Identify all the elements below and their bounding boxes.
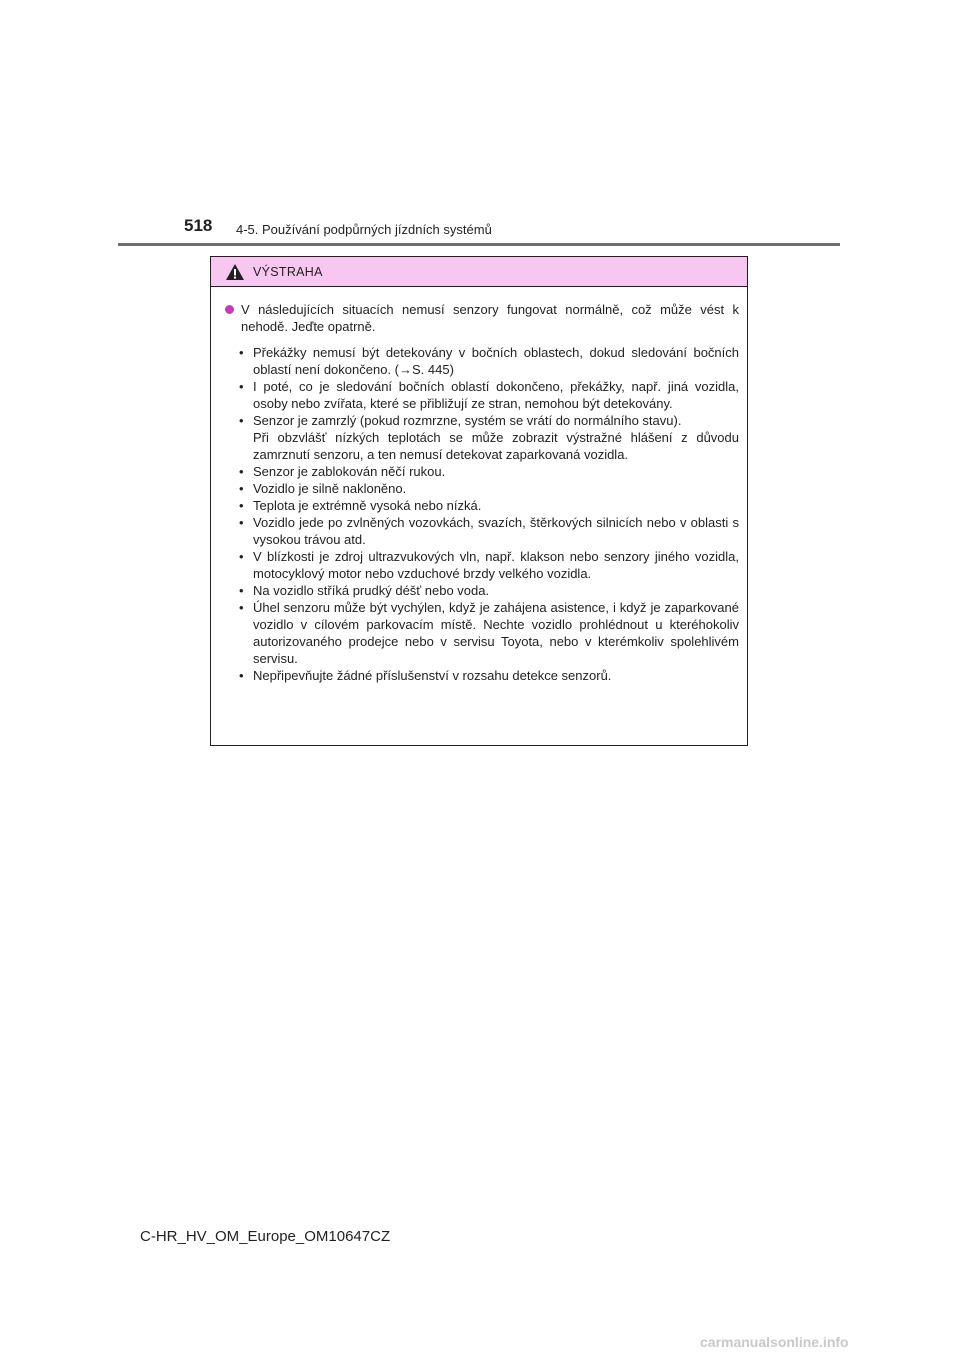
list-item-text: Senzor je zamrzlý (pokud rozmrzne, systém se vrátí do normálního stavu).	[253, 413, 682, 428]
warning-body	[211, 287, 747, 684]
list-item: • Nepřipevňujte žádné příslušenství v rozsahu detekce senzorů.	[239, 668, 612, 683]
warning-title: VÝSTRAHA	[253, 264, 323, 279]
warning-triangle-icon	[225, 263, 245, 281]
document-code: C-HR_HV_OM_Europe_OM10647CZ	[140, 1228, 391, 1245]
list-item: • V blízkosti je zdroj ultrazvukových vln, např. klakson nebo senzory jiného vozidla, motocyklový motor nebo vzduchové brzdy velkého vozidla.	[239, 549, 739, 581]
list-item: • Úhel senzoru může být vychýlen, když je zahájena asistence, i když je zaparkované vozidlo v cílovém parkovacím místě. Nechte vozidlo prohlédnout u kteréhokoliv autorizovaného prodejce nebo v servisu Toyota, nebo v kterémkoliv spolehlivém servisu.	[239, 600, 739, 666]
section-title: 4-5. Používání podpůrných jízdních systémů	[236, 222, 492, 237]
list-item: • Vozidlo je silně nakloněno.	[239, 481, 407, 496]
list-item: • Překážky nemusí být detekovány v bočních oblastech, dokud sledování bočních oblastí není dokončeno. (→S. 445)	[239, 345, 739, 377]
warning-item-list	[225, 344, 739, 684]
warning-header	[211, 257, 747, 287]
warning-lead-text: V následujících situacích nemusí senzory fungovat normálně, což může vést k nehodě. Jeďte opatrně.	[241, 302, 739, 334]
list-item-note: Při obzvlášť nízkých teplotách se může zobrazit výstražné hlášení z důvodu zamrznutí senzoru, a ten nemusí detekovat zaparkovaná vozidla.	[253, 430, 739, 462]
page-number: 518	[184, 216, 213, 235]
list-item: • Teplota je extrémně vysoká nebo nízká.	[239, 498, 482, 513]
warning-box	[210, 256, 748, 746]
warning-lead	[225, 301, 739, 335]
header-rule	[118, 243, 840, 246]
bullet-dot-icon	[225, 305, 234, 314]
list-item: • Na vozidlo stříká prudký déšť nebo voda.	[239, 583, 490, 598]
list-item: • Senzor je zablokován něčí rukou.	[239, 464, 446, 479]
list-item: • Vozidlo jede po zvlněných vozovkách, svazích, štěrkových silnicích nebo v oblasti s vysokou trávou atd.	[239, 515, 739, 547]
list-item: • I poté, co je sledování bočních oblastí dokončeno, překážky, např. jiná vozidla, osoby nebo zvířata, které se přibližují ze stran, nemohou být detekovány.	[239, 379, 739, 411]
watermark: carmanualsonline.info	[700, 1334, 849, 1350]
list-item: • Senzor je zamrzlý (pokud rozmrzne, systém se vrátí do normálního stavu). Při obzvlášť nízkých teplotách se může zobrazit výstražné hlášení z důvodu zamrznutí senzoru, a ten nemusí detekovat zaparkovaná vozidla.	[239, 413, 739, 462]
